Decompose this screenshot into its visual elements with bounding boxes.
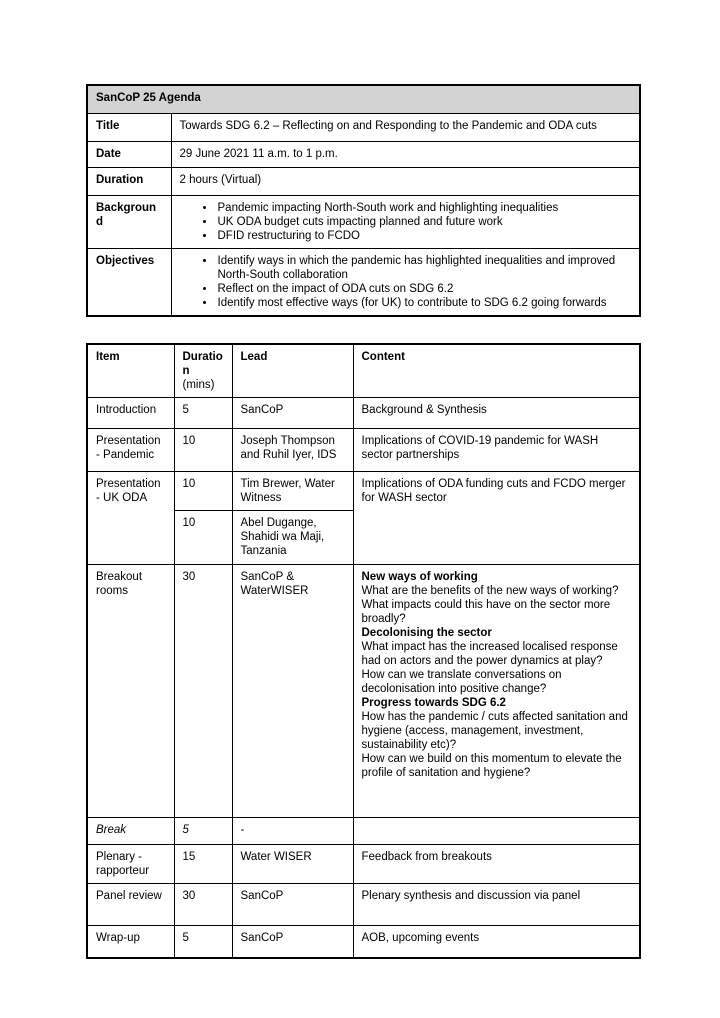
info-label-duration: Duration — [87, 167, 171, 195]
duration-cell: 30 — [174, 884, 232, 926]
breakout-question: What impacts could this have on the sector more broadly? — [361, 599, 611, 625]
duration-cell: 10 — [174, 429, 232, 472]
duration-cell: 10 — [174, 472, 232, 511]
background-bullet: • UK ODA budget cuts impacting planned and future work — [216, 215, 632, 229]
agenda-header-row — [87, 344, 640, 398]
agenda-title: SanCoP 25 Agenda — [87, 85, 640, 113]
info-value-date: 29 June 2021 11 a.m. to 1 p.m. — [171, 141, 640, 167]
item-cell: Presentation - Pandemic — [87, 429, 174, 472]
lead-cell: SanCoP — [232, 884, 353, 926]
item-cell: Introduction — [87, 398, 174, 429]
objective-bullet: • Identify most effective ways (for UK) to contribute to SDG 6.2 going forwards — [216, 296, 632, 310]
info-row-duration — [87, 167, 640, 195]
breakout-question: What impact has the increased localised response had on actors and the power dynamics at play? — [361, 641, 618, 667]
info-value-title: Towards SDG 6.2 – Reflecting on and Responding to the Pandemic and ODA cuts — [171, 113, 640, 141]
agenda-row-wrap-up — [87, 926, 640, 958]
lead-cell: - — [232, 818, 353, 845]
content-cell: AOB, upcoming events — [353, 926, 640, 958]
info-row-date — [87, 141, 640, 167]
agenda-header-lead: Lead — [232, 344, 353, 398]
item-cell: Panel review — [87, 884, 174, 926]
info-value-duration: 2 hours (Virtual) — [171, 167, 640, 195]
agenda-header-content: Content — [353, 344, 640, 398]
objective-bullet: • Identify ways in which the pandemic has highlighted inequalities and improved North-South collaboration — [216, 254, 632, 282]
agenda-row-presentation-pandemic — [87, 429, 640, 472]
content-cell: Implications of ODA funding cuts and FCDO merger for WASH sector — [353, 472, 640, 565]
info-value-objectives — [171, 248, 640, 316]
info-row-title — [87, 113, 640, 141]
item-cell: Presentation - UK ODA — [87, 472, 174, 565]
agenda-header-duration-word: Duration — [182, 351, 223, 377]
info-row-objectives — [87, 248, 640, 316]
lead-cell: Water WISER — [232, 845, 353, 884]
agenda-row-panel-review — [87, 884, 640, 926]
content-cell: Implications of COVID-19 pandemic for WASH sector partnerships — [353, 429, 640, 472]
breakout-question: How has the pandemic / cuts affected sanitation and hygiene (access, management, investment, sustainability etc)? — [361, 711, 628, 751]
breakout-question: How can we build on this momentum to elevate the profile of sanitation and hygiene? — [361, 753, 622, 779]
duration-cell: 5 — [174, 398, 232, 429]
lead-cell: SanCoP — [232, 398, 353, 429]
background-bullet: • DFID restructuring to FCDO — [216, 229, 632, 243]
event-info-table — [86, 84, 641, 317]
lead-cell: Abel Dugange, Shahidi wa Maji, Tanzania — [232, 511, 353, 565]
duration-cell: 5 — [174, 818, 232, 845]
lead-cell: SanCoP — [232, 926, 353, 958]
info-label-objectives: Objectives — [87, 248, 171, 316]
duration-cell: 30 — [174, 565, 232, 818]
agenda-row-presentation-uk-oda-1 — [87, 472, 640, 511]
info-value-background — [171, 195, 640, 248]
info-label-background: Background — [87, 195, 171, 248]
lead-cell: Joseph Thompson and Ruhil Iyer, IDS — [232, 429, 353, 472]
duration-cell: 15 — [174, 845, 232, 884]
breakout-topic-heading: New ways of working — [361, 571, 478, 583]
content-cell — [353, 565, 640, 818]
item-cell: Break — [87, 818, 174, 845]
agenda-header-item: Item — [87, 344, 174, 398]
background-bullet-list — [180, 201, 632, 243]
breakout-question: How can we translate conversations on decolonisation into positive change? — [361, 669, 562, 695]
content-cell: Plenary synthesis and discussion via panel — [353, 884, 640, 926]
agenda-row-breakout-rooms — [87, 565, 640, 818]
content-cell: Feedback from breakouts — [353, 845, 640, 884]
content-cell: Background & Synthesis — [353, 398, 640, 429]
agenda-header-duration — [174, 344, 232, 398]
content-cell — [353, 818, 640, 845]
duration-cell: 5 — [174, 926, 232, 958]
breakout-topic-heading: Progress towards SDG 6.2 — [361, 697, 506, 709]
info-row-background — [87, 195, 640, 248]
agenda-row-plenary-rapporteur — [87, 845, 640, 884]
agenda-row-break — [87, 818, 640, 845]
item-cell: Plenary - rapporteur — [87, 845, 174, 884]
agenda-header-duration-unit: (mins) — [182, 379, 215, 391]
item-cell: Breakout rooms — [87, 565, 174, 818]
info-label-title: Title — [87, 113, 171, 141]
breakout-topic-heading: Decolonising the sector — [361, 627, 492, 639]
breakout-question: What are the benefits of the new ways of working? — [361, 585, 619, 597]
info-header-row — [87, 85, 640, 113]
info-label-date: Date — [87, 141, 171, 167]
objectives-bullet-list — [180, 254, 632, 310]
agenda-schedule-table — [86, 343, 641, 959]
lead-cell: Tim Brewer, Water Witness — [232, 472, 353, 511]
agenda-row-introduction — [87, 398, 640, 429]
duration-cell: 10 — [174, 511, 232, 565]
objective-bullet: • Reflect on the impact of ODA cuts on SDG 6.2 — [216, 282, 632, 296]
background-bullet: • Pandemic impacting North-South work and highlighting inequalities — [216, 201, 632, 215]
item-cell: Wrap-up — [87, 926, 174, 958]
lead-cell: SanCoP & WaterWISER — [232, 565, 353, 818]
